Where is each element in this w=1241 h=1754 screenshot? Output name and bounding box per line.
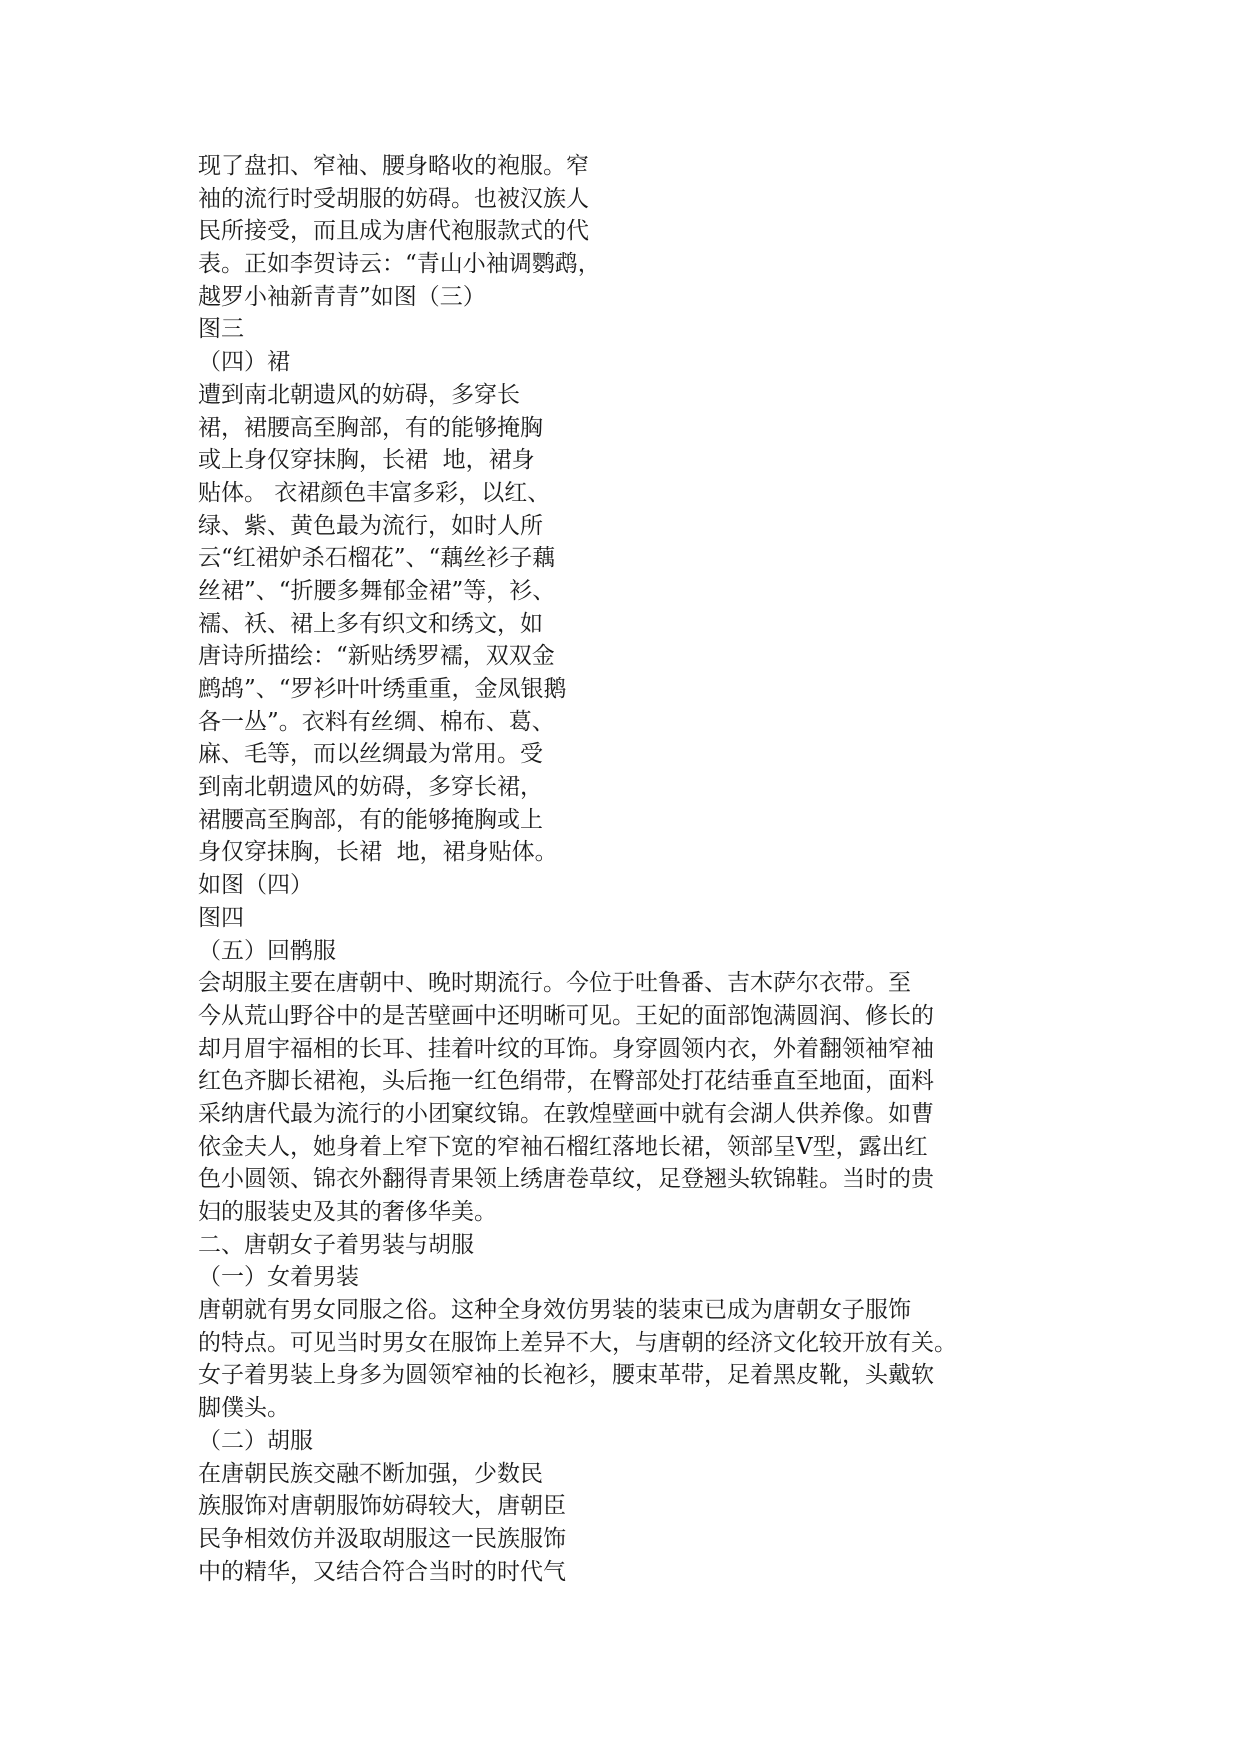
text-line: 在唐朝民族交融不断加强，少数民: [198, 1460, 543, 1487]
text-line: 表。正如李贺诗云：“青山小袖调鹦鹉，: [198, 251, 601, 278]
text-line: 采纳唐代最为流行的小团窠纹锦。在敦煌壁画中就有会湖人供养像。如曹: [198, 1100, 934, 1127]
text-line: 红色齐脚长裙袍，头后拖一红色绢带，在臀部处打花结垂直至地面，面料: [198, 1068, 934, 1095]
text-line: 麻、毛等，而以丝绸最为常用。受: [198, 741, 543, 768]
text-line: 各一丛”。衣料有丝绸、棉布、葛、: [198, 708, 555, 735]
document-body: [198, 150, 1098, 1588]
text-line: （四）裙: [198, 349, 290, 376]
text-line: 妇的服装史及其的奢侈华美。: [198, 1199, 497, 1225]
text-line: 二、唐朝女子着男装与胡服: [198, 1231, 474, 1258]
text-line: 图三: [198, 316, 244, 343]
text-line: （一）女着男装: [198, 1264, 359, 1291]
text-line: 却月眉宇福相的长耳、挂着叶纹的耳饰。身穿圆领内衣，外着翻领袖窄袖: [198, 1035, 934, 1062]
text-line: 或上身仅穿抹胸，长裙 地，裙身: [198, 447, 535, 474]
text-line: 绿、紫、黄色最为流行，如时人所: [198, 512, 543, 539]
text-line: 族服饰对唐朝服饰妨碍较大，唐朝臣: [198, 1493, 566, 1520]
text-line: 贴体。 衣裙颜色丰富多彩，以红、: [198, 479, 551, 506]
text-line: 裙，裙腰高至胸部，有的能够掩胸: [198, 414, 543, 441]
text-line: 鹧鸪”、“罗衫叶叶绣重重，金凤银鹅: [198, 676, 567, 702]
text-line: 丝裙”、“折腰多舞郁金裙”等，衫、: [198, 577, 556, 604]
text-line: 会胡服主要在唐朝中、晚时期流行。今位于吐鲁番、吉木萨尔衣带。至: [198, 970, 911, 997]
text-line: 襦、袄、裙上多有织文和绣文，如: [198, 610, 543, 637]
text-line: 唐朝就有男女同服之俗。这种全身效仿男装的装束已成为唐朝女子服饰: [198, 1297, 911, 1324]
text-line: 袖的流行时受胡服的妨碍。也被汉族人: [198, 185, 589, 212]
text-line: 遭到南北朝遗风的妨碍，多穿长: [198, 381, 520, 408]
text-line: 的特点。可见当时男女在服饰上差异不大，与唐朝的经济文化较开放有关。: [198, 1329, 957, 1356]
text-line: 脚僕头。: [198, 1395, 290, 1422]
text-line: 今从荒山野谷中的是苦壁画中还明晰可见。王妃的面部饱满圆润、修长的: [198, 1002, 934, 1029]
text-line: 云“红裙妒杀石榴花”、“藕丝衫子藕: [198, 545, 556, 572]
text-line: 身仅穿抹胸，长裙 地，裙身贴体。: [198, 839, 558, 866]
text-line: 民所接受，而且成为唐代袍服款式的代: [198, 218, 589, 245]
text-line: 唐诗所描绘：“新贴绣罗襦，双双金: [198, 643, 555, 670]
text-line: 民争相效仿并汲取胡服这一民族服饰: [198, 1525, 566, 1552]
text-line: 图四: [198, 904, 244, 931]
text-line: （五）回鹘服: [198, 937, 336, 964]
text-line: 现了盘扣、窄袖、腰身略收的袍服。窄: [198, 153, 589, 179]
text-line: 女子着男装上身多为圆领窄袖的长袍衫，腰束革带，足着黑皮靴，头戴软: [198, 1362, 934, 1389]
text-line: 依金夫人，她身着上窄下宽的窄袖石榴红落地长裙，领部呈V型，露出红: [198, 1133, 928, 1160]
text-line: 到南北朝遗风的妨碍，多穿长裙，: [198, 774, 543, 801]
text-line: 色小圆领、锦衣外翻得青果领上绣唐卷草纹，足登翘头软锦鞋。当时的贵: [198, 1166, 934, 1193]
text-line: （二）胡服: [198, 1427, 313, 1454]
text-line: 中的精华，又结合符合当时的时代气: [198, 1558, 566, 1585]
text-line: 越罗小袖新青青”如图（三）: [198, 283, 486, 310]
text-line: 如图（四）: [198, 872, 313, 899]
text-line: 裙腰高至胸部，有的能够掩胸或上: [198, 806, 543, 833]
